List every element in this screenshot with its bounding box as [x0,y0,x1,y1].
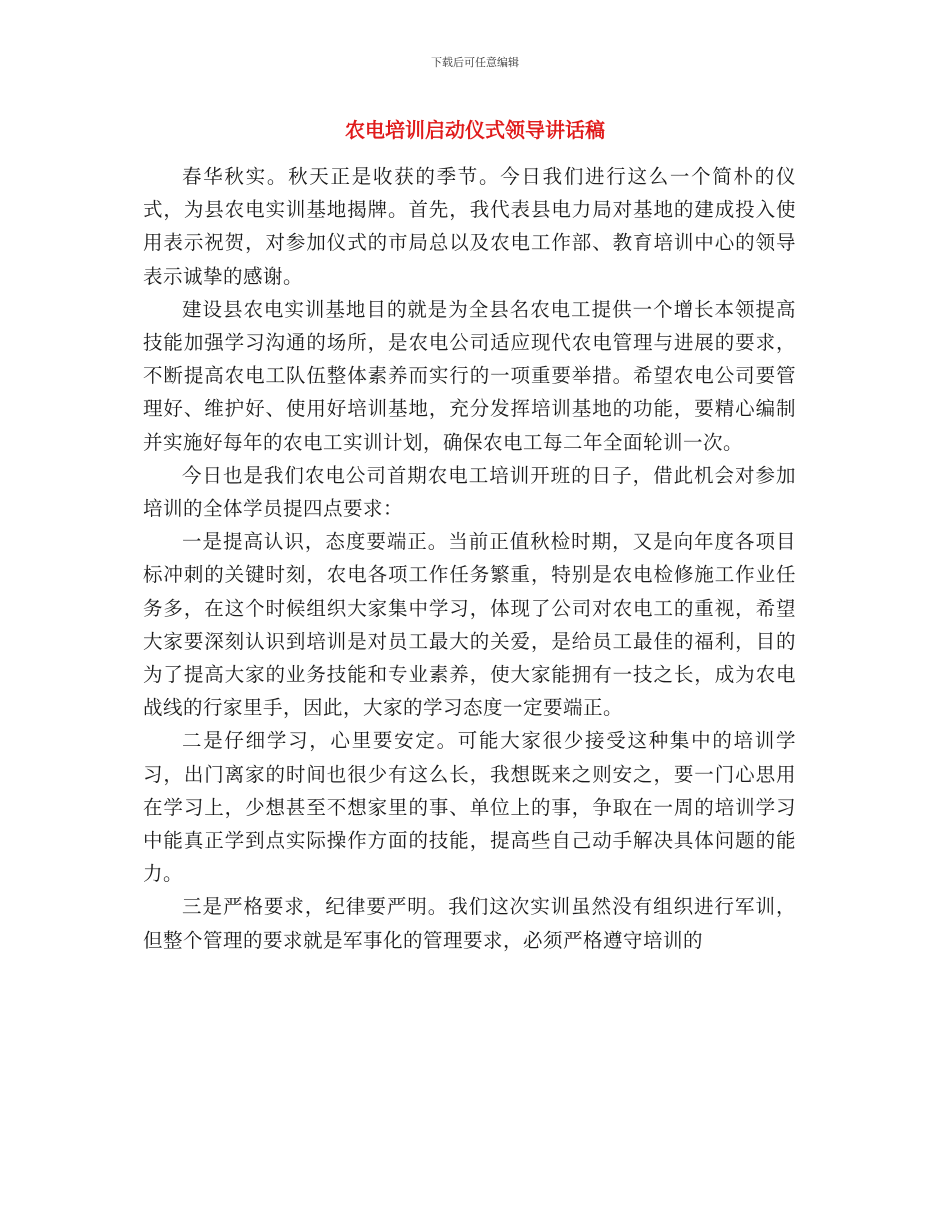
paragraph-6: 三是严格要求，纪律要严明。我们这次实训虽然没有组织进行军训，但整个管理的要求就是军事化的管理要求，必须严格遵守培训的 [143,895,796,952]
document-title: 农电培训启动仪式领导讲话稿 [345,118,605,142]
paragraph-5: 二是仔细学习，心里要安定。可能大家很少接受这种集中的培训学习，出门离家的时间也很少有这么长，我想既来之则安之，要一门心思用在学习上，少想甚至不想家里的事、单位上的事，争取在一周的培训学习中能真正学到点实际操作方面的技能，提高些自己动手解决具体问题的能力。 [143,729,796,886]
paragraph-2: 建设县农电实训基地目的就是为全县名农电工提供一个增长本领提高技能加强学习沟通的场所，是农电公司适应现代农电管理与进展的要求，不断提高农电工队伍整体素养而实行的一项重要举措。希望农电公司要管理好、维护好、使用好培训基地，充分发挥培训基地的功能，要精心编制并实施好每年的农电工实训计划，确保农电工每二年全面轮训一次。 [143,297,796,454]
document-body [143,160,796,957]
paragraph-3: 今日也是我们农电公司首期农电工培训开班的日子，借此机会对参加培训的全体学员提四点要求： [143,463,796,521]
paragraph-1: 春华秋实。秋天正是收获的季节。今日我们进行这么一个简朴的仪式，为县农电实训基地揭牌。首先，我代表县电力局对基地的建成投入使用表示祝贺，对参加仪式的市局总以及农电工作部、教育培训中心的领导表示诚挚的感谢。 [143,165,796,288]
header-note: 下载后可任意编辑 [431,56,519,69]
paragraph-4: 一是提高认识，态度要端正。当前正值秋检时期，又是向年度各项目标冲刺的关键时刻，农电各项工作任务繁重，特别是农电检修施工作业任务多，在这个时候组织大家集中学习，体现了公司对农电工的重视，希望大家要深刻认识到培训是对员工最大的关爱，是给员工最佳的福利，目的为了提高大家的业务技能和专业素养，使大家能拥有一技之长，成为农电战线的行家里手，因此，大家的学习态度一定要端正。 [143,530,796,720]
